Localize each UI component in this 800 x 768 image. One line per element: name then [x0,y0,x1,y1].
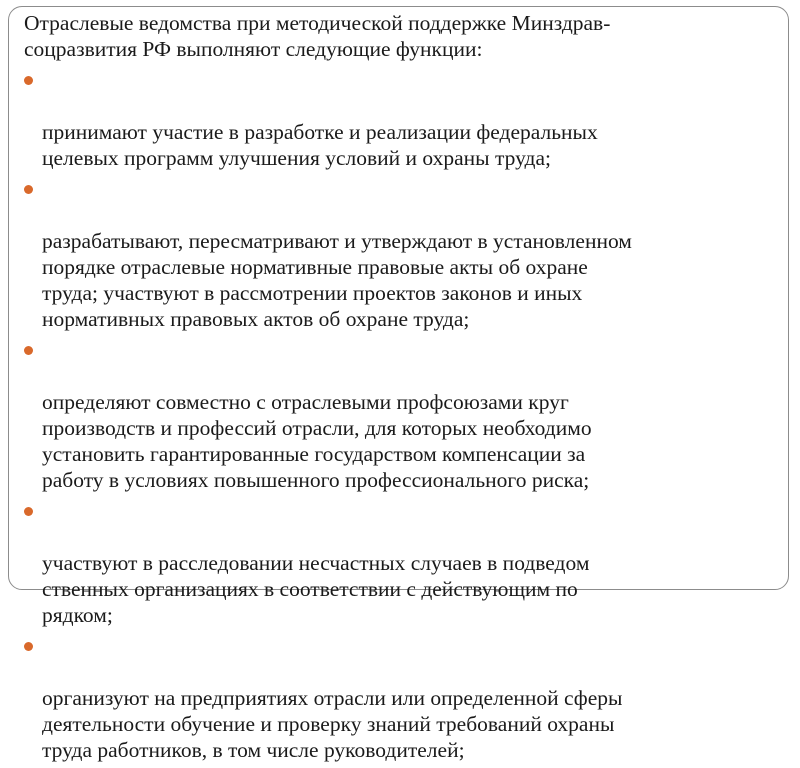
bullet-dot-icon [24,642,33,651]
list-item-text: принимают участие в разработке и реализации федеральных целевых программ улучшения условий и охраны труда; [42,120,598,170]
list-item [24,337,790,493]
slide-content [24,10,790,768]
bullet-dot-icon [24,76,33,85]
bullet-dot-icon [24,346,33,355]
list-item-text: разрабатывают, пересматривают и утверждают в установленном порядке отраслевые нормативные правовые акты об охране труда; участвуют в рассмотрении проектов законов и иных нормативных правовых актов об охране труда; [42,229,632,331]
function-list [24,67,790,763]
list-item [24,67,790,171]
list-item [24,498,790,628]
list-item [24,176,790,332]
list-item-text: определяют совместно с отраслевыми профсоюзами круг производств и профессий отрасли, для которых необходимо установить гарантированные государством компенсации за работу в условиях повышенного профессионального риска; [42,390,592,492]
bullet-dot-icon [24,507,33,516]
list-item-text: участвуют в расследовании несчастных случаев в подведом ственных организациях в соответствии с действующим по рядком; [42,551,590,627]
list-item-text: организуют на предприятиях отрасли или определенной сферы деятельности обучение и проверку знаний требований охраны труда работников, в том числе руководителей; [42,686,623,762]
list-item [24,633,790,763]
intro-paragraph: Отраслевые ведомства при методической поддержке Минздрав- соцразвития РФ выполняют следующие функции: [24,11,611,61]
bullet-dot-icon [24,185,33,194]
